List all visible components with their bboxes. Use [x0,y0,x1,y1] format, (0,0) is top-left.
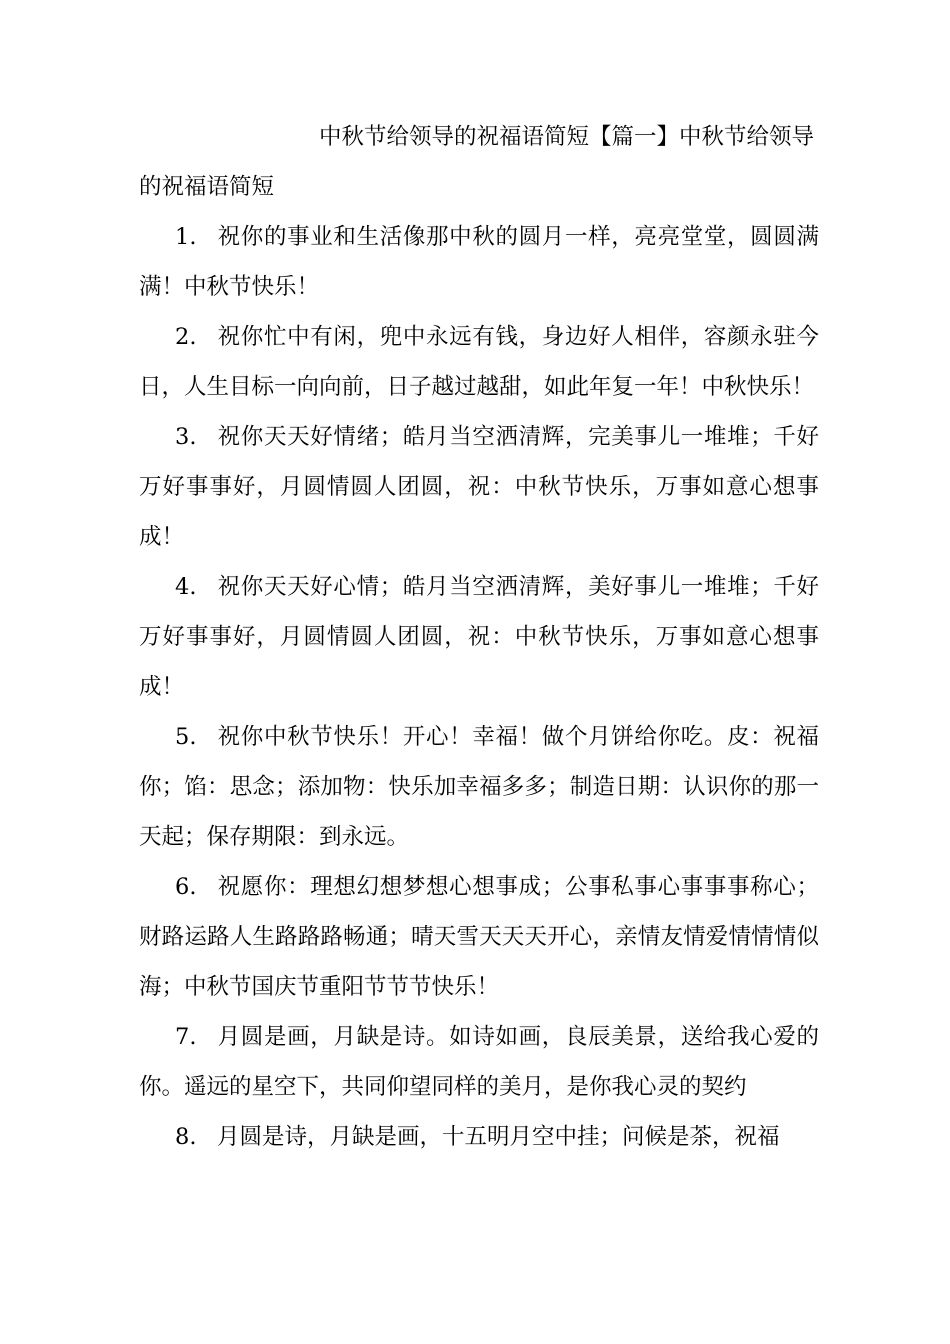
document-title: 中秋节给领导的祝福语简短【篇一】中秋节给领导的祝福语简短 [139,124,815,200]
list-item [139,1112,819,1162]
item-number: 4. [175,574,197,600]
item-text: 祝你忙中有闲，兜中永远有钱，身边好人相伴，容颜永驻今日，人生目标一向向前，日子越过越甜，如此年复一年！中秋快乐！ [139,324,819,400]
item-number: 3. [175,424,197,450]
item-number: 2. [175,324,197,350]
item-text: 祝你中秋节快乐！开心！幸福！做个月饼给你吃。皮：祝福你；馅：思念；添加物：快乐加幸福多多；制造日期：认识你的那一天起；保存期限：到永远。 [139,724,819,850]
item-number: 8. [175,1124,197,1150]
item-number: 5. [175,724,197,750]
item-text: 祝你天天好心情；皓月当空洒清辉，美好事儿一堆堆；千好万好事事好，月圆情圆人团圆，祝：中秋节快乐，万事如意心想事成！ [139,574,819,700]
item-text: 月圆是诗，月缺是画，十五明月空中挂；问候是茶，祝福 [217,1124,780,1150]
list-item [139,1012,819,1112]
list-item [139,862,819,1012]
item-text: 祝愿你：理想幻想梦想心想事成；公事私事心事事事称心；财路运路人生路路路畅通；晴天雪天天天开心，亲情友情爱情情情似海；中秋节国庆节重阳节节节快乐！ [139,874,819,1000]
item-number: 7. [175,1024,197,1050]
item-text: 祝你的事业和生活像那中秋的圆月一样，亮亮堂堂，圆圆满满！中秋节快乐！ [139,224,819,300]
document-body [139,112,819,1162]
item-number: 6. [175,874,197,900]
item-text: 月圆是画，月缺是诗。如诗如画，良辰美景，送给我心爱的你。遥远的星空下，共同仰望同样的美月，是你我心灵的契约 [139,1024,819,1100]
list-item [139,412,819,562]
item-number: 1. [175,224,197,250]
list-item [139,212,819,312]
item-text: 祝你天天好情绪；皓月当空洒清辉，完美事儿一堆堆；千好万好事事好，月圆情圆人团圆，祝：中秋节快乐，万事如意心想事成！ [139,424,819,550]
list-item [139,712,819,862]
list-item [139,312,819,412]
list-item [139,562,819,712]
